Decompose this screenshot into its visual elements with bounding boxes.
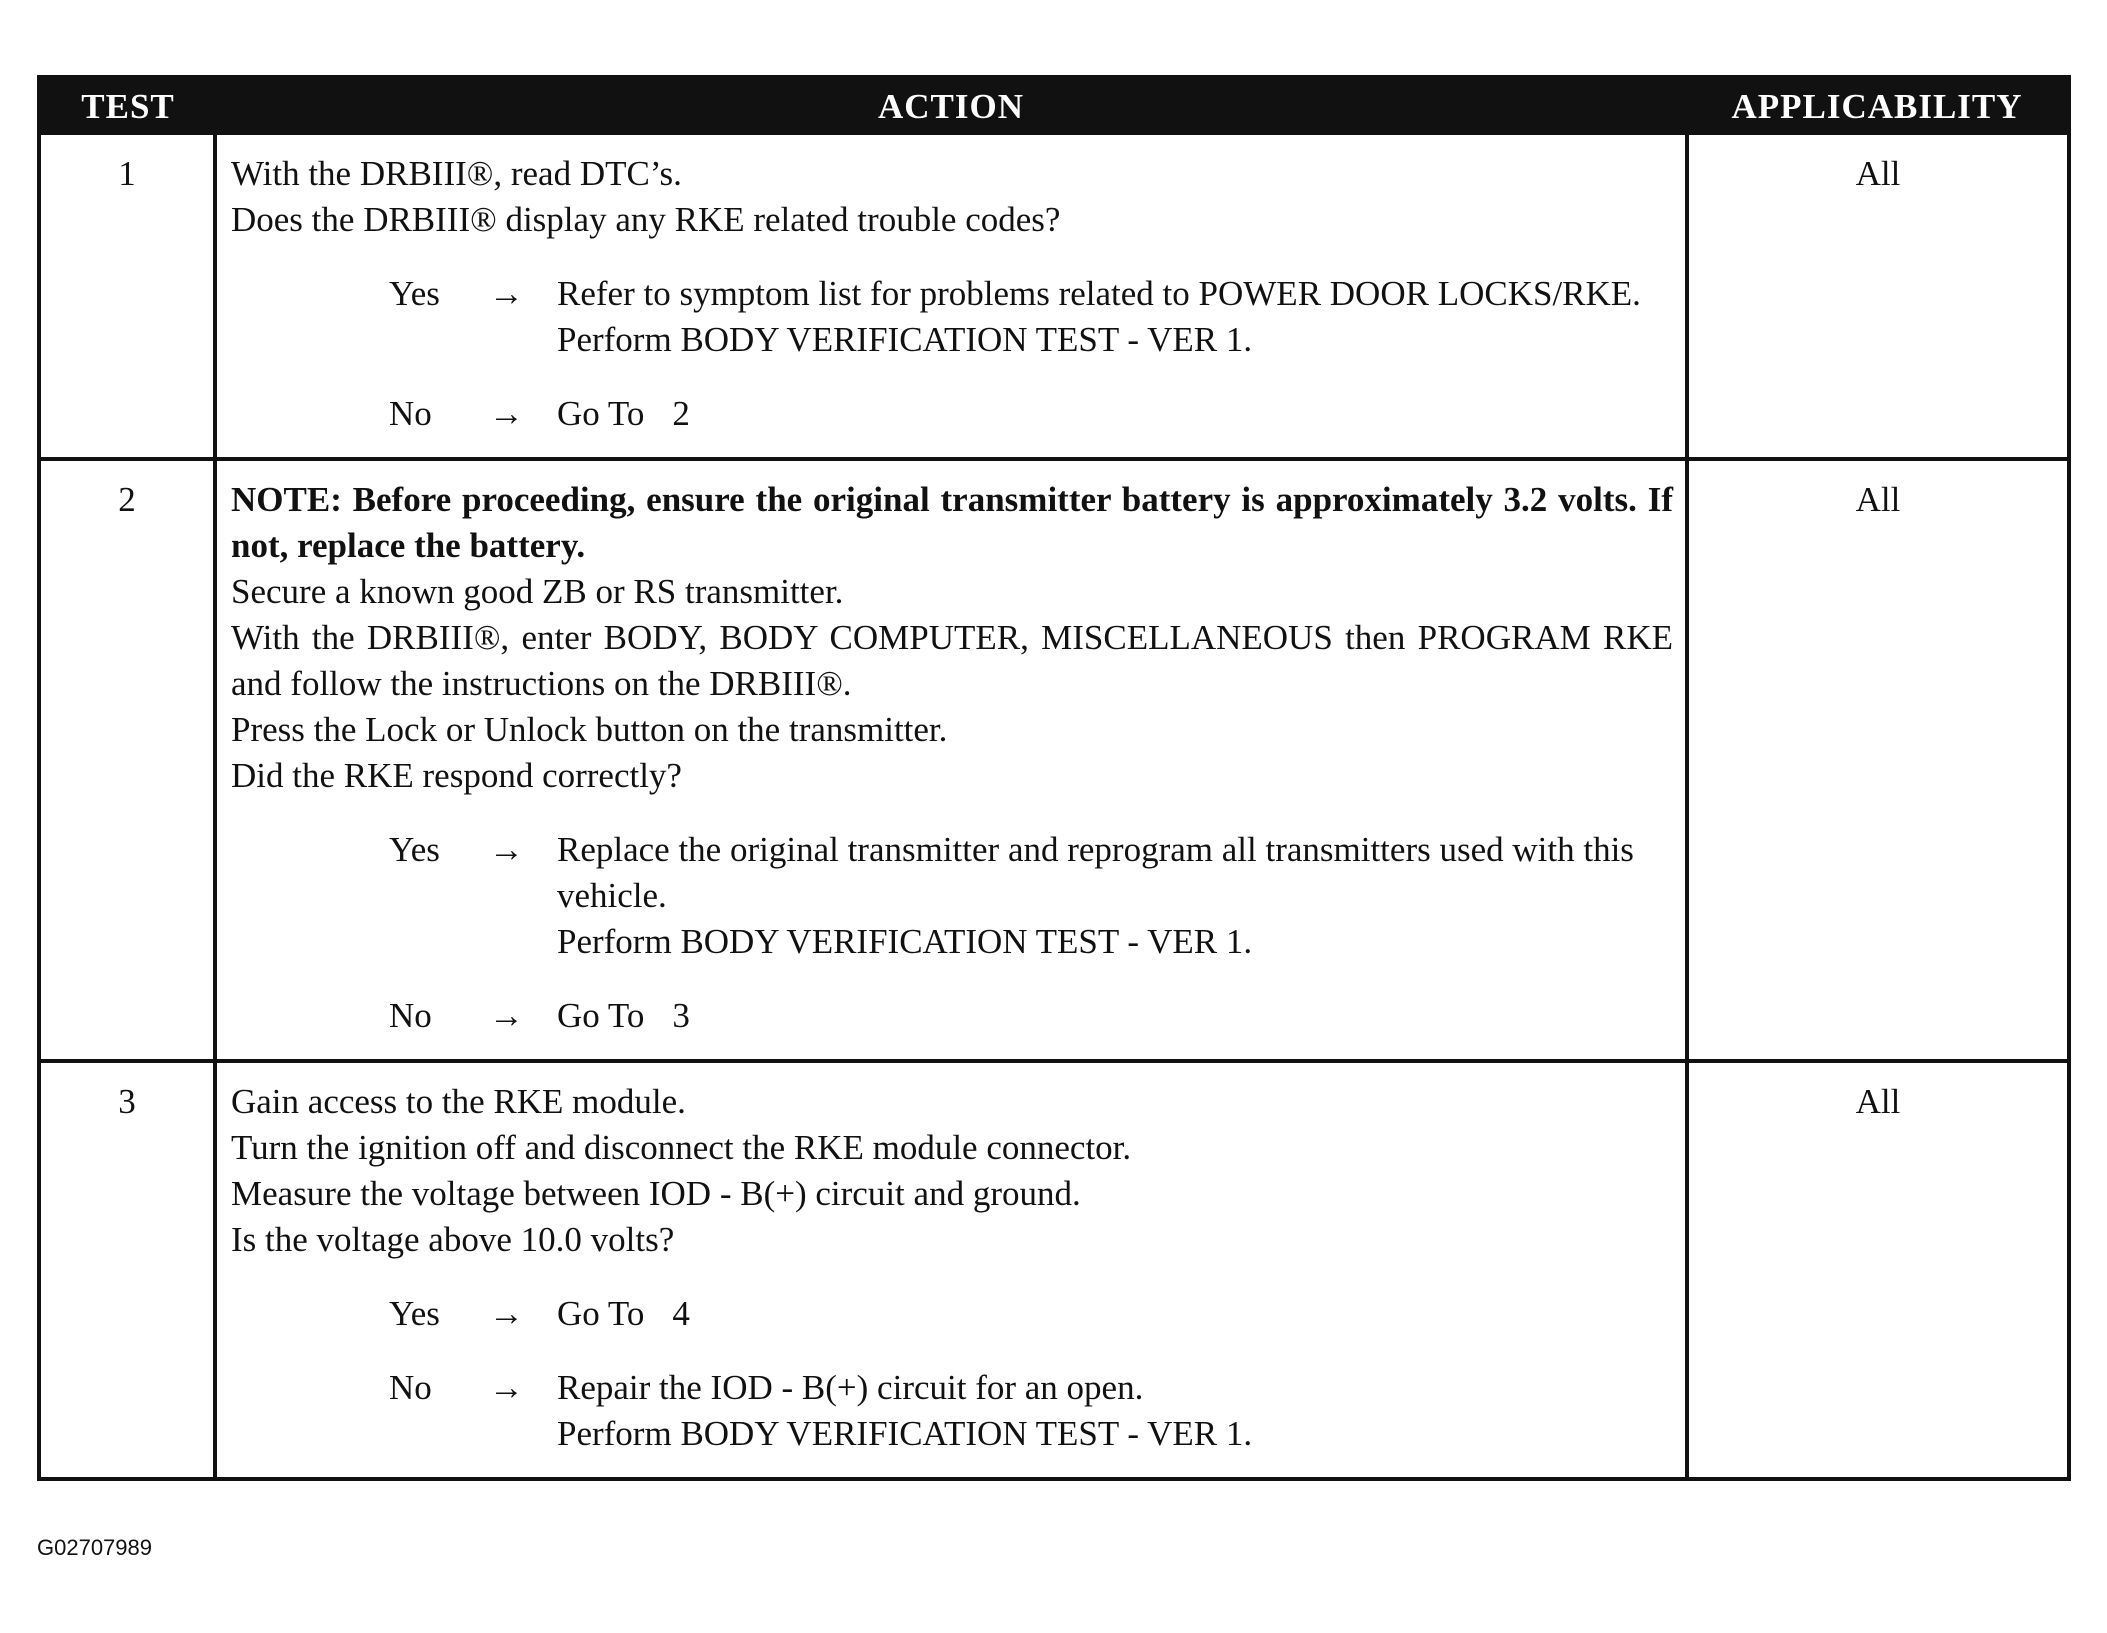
table-row bbox=[41, 1061, 2067, 1477]
yes-goto bbox=[557, 1291, 1673, 1337]
applicability-value: All bbox=[1687, 135, 2067, 459]
test-table bbox=[41, 79, 2067, 1477]
applicability-value: All bbox=[1687, 1061, 2067, 1477]
action-line: Measure the voltage between IOD - B(+) circuit and ground. bbox=[231, 1174, 1081, 1213]
goto-number: 2 bbox=[672, 394, 690, 433]
arrow-icon: → bbox=[489, 996, 524, 1035]
no-outcome bbox=[231, 391, 1673, 437]
yes-outcome bbox=[231, 1291, 1673, 1337]
action-line: Is the voltage above 10.0 volts? bbox=[231, 1220, 675, 1259]
yes-instructions bbox=[557, 827, 1673, 965]
action-line: Secure a known good ZB or RS transmitter. bbox=[231, 572, 844, 611]
no-line: Repair the IOD - B(+) circuit for an open. bbox=[557, 1368, 1144, 1407]
goto-number: 3 bbox=[672, 996, 690, 1035]
header-applicability: APPLICABILITY bbox=[1687, 79, 2067, 135]
arrow-icon: → bbox=[489, 1294, 524, 1333]
no-goto bbox=[557, 391, 1673, 437]
goto-text: Go To bbox=[557, 394, 645, 433]
yes-label: Yes bbox=[389, 1294, 440, 1333]
action-line: Did the RKE respond correctly? bbox=[231, 756, 682, 795]
no-instructions bbox=[557, 1365, 1673, 1457]
action-line: Does the DRBIII® display any RKE related trouble codes? bbox=[231, 200, 1061, 239]
action-cell bbox=[215, 459, 1687, 1061]
table-row bbox=[41, 135, 2067, 459]
yes-instructions bbox=[557, 271, 1673, 363]
no-line: Perform BODY VERIFICATION TEST - VER 1. bbox=[557, 1414, 1253, 1453]
header-action: ACTION bbox=[215, 79, 1687, 135]
table-header-row bbox=[41, 79, 2067, 135]
yes-line: Perform BODY VERIFICATION TEST - VER 1. bbox=[557, 922, 1253, 961]
applicability-value: All bbox=[1687, 459, 2067, 1061]
action-line: With the DRBIII®, read DTC’s. bbox=[231, 154, 682, 193]
action-line: With the DRBIII®, enter BODY, BODY COMPUTER, MISCELLANEOUS then PROGRAM RKE and follow the instructions on the DRBIII®. bbox=[231, 618, 1673, 703]
yes-label: Yes bbox=[389, 274, 440, 313]
action-line: Turn the ignition off and disconnect the RKE module connector. bbox=[231, 1128, 1132, 1167]
no-outcome bbox=[231, 1365, 1673, 1457]
no-goto bbox=[557, 993, 1673, 1039]
yes-label: Yes bbox=[389, 830, 440, 869]
yes-line: Refer to symptom list for problems related to POWER DOOR LOCKS/RKE. bbox=[557, 274, 1641, 313]
note-text: NOTE: Before proceeding, ensure the original transmitter battery is approximately 3.2 volts. If not, replace the battery. bbox=[231, 480, 1673, 565]
yes-outcome bbox=[231, 271, 1673, 363]
action-line: Gain access to the RKE module. bbox=[231, 1082, 686, 1121]
goto-text: Go To bbox=[557, 1294, 645, 1333]
action-line: Press the Lock or Unlock button on the transmitter. bbox=[231, 710, 948, 749]
test-number: 1 bbox=[41, 135, 215, 459]
action-cell bbox=[215, 135, 1687, 459]
yes-line: Perform BODY VERIFICATION TEST - VER 1. bbox=[557, 320, 1253, 359]
arrow-icon: → bbox=[489, 274, 524, 313]
table-row bbox=[41, 459, 2067, 1061]
no-outcome bbox=[231, 993, 1673, 1039]
arrow-icon: → bbox=[489, 1368, 524, 1407]
yes-outcome bbox=[231, 827, 1673, 965]
goto-number: 4 bbox=[672, 1294, 690, 1333]
action-cell bbox=[215, 1061, 1687, 1477]
no-label: No bbox=[389, 394, 432, 433]
no-label: No bbox=[389, 996, 432, 1035]
diagnostic-test-table bbox=[37, 75, 2071, 1481]
test-number: 3 bbox=[41, 1061, 215, 1477]
goto-text: Go To bbox=[557, 996, 645, 1035]
figure-code: G02707989 bbox=[37, 1535, 152, 1560]
yes-line: Replace the original transmitter and reprogram all transmitters used with this vehicle. bbox=[557, 830, 1634, 915]
header-test: TEST bbox=[41, 79, 215, 135]
test-number: 2 bbox=[41, 459, 215, 1061]
arrow-icon: → bbox=[489, 830, 524, 869]
arrow-icon: → bbox=[489, 394, 524, 433]
no-label: No bbox=[389, 1368, 432, 1407]
